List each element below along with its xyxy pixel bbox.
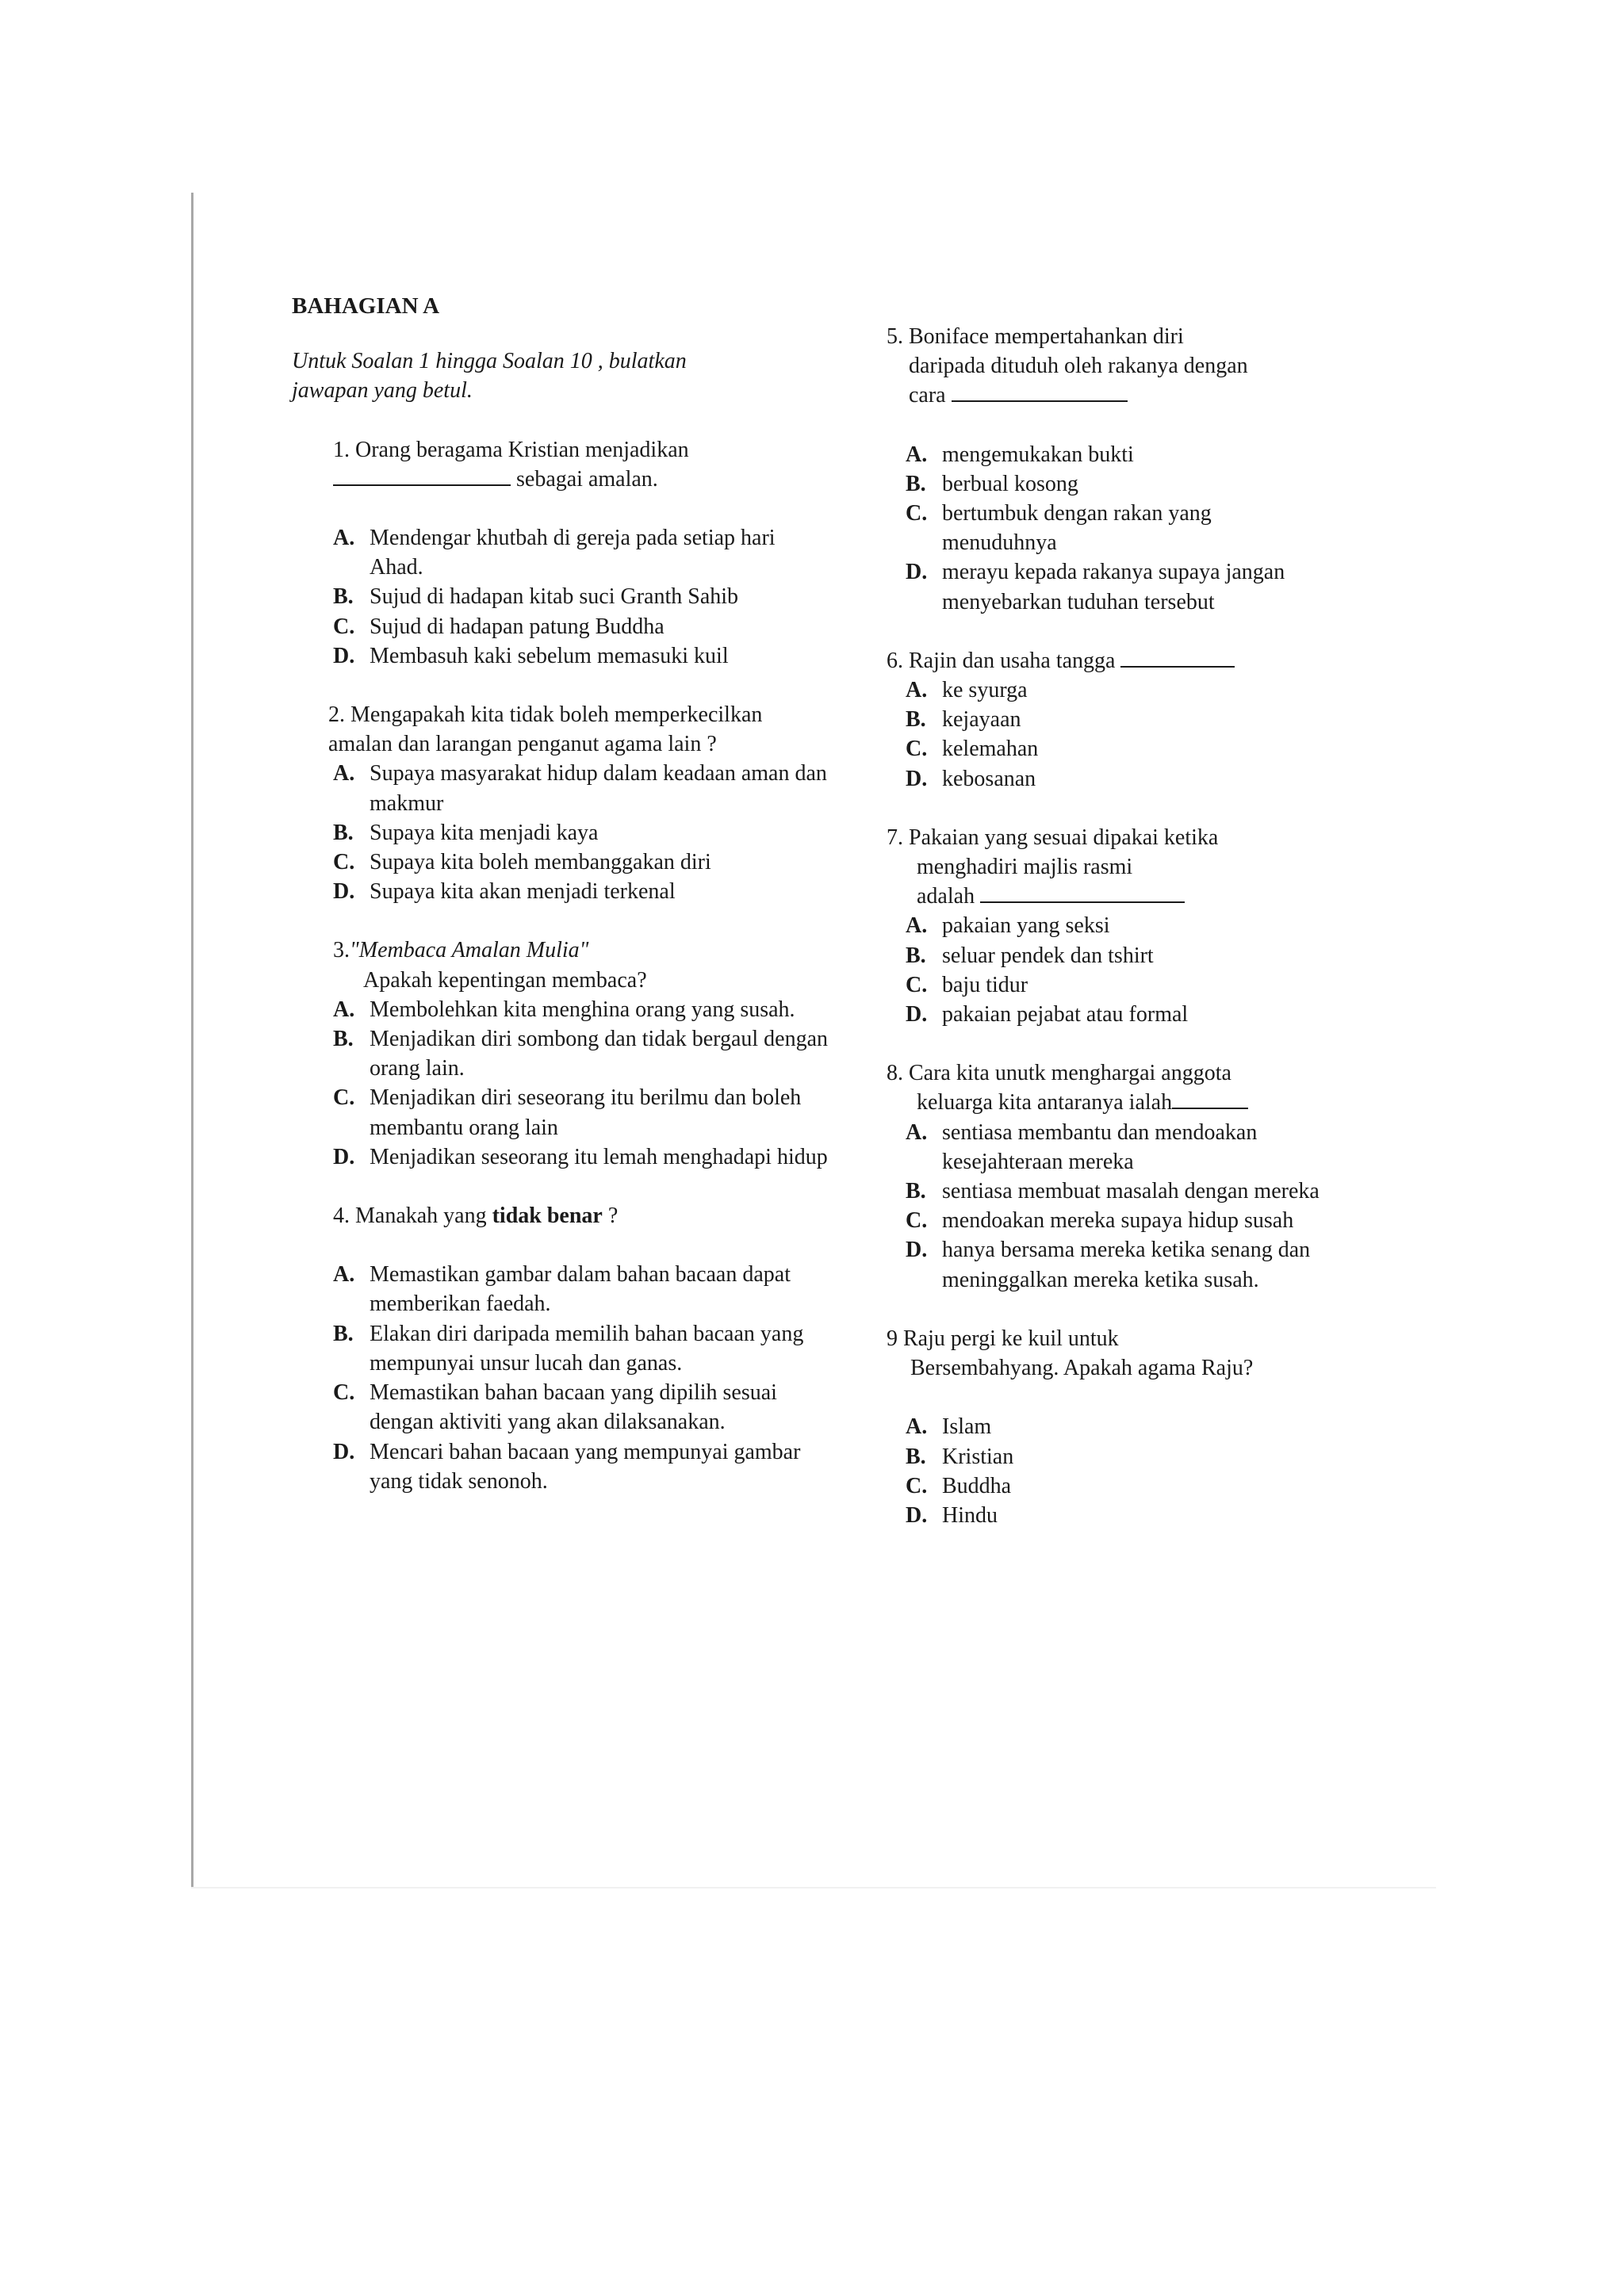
- option-b[interactable]: B. Menjadikan diri sombong dan tidak bergaul dengan orang lain.: [333, 1027, 829, 1081]
- option-b[interactable]: B. Elakan diri daripada memilih bahan bacaan yang mempunyai unsur lucah dan ganas.: [333, 1321, 804, 1376]
- answer-blank[interactable]: [1172, 1090, 1248, 1109]
- question-2: [292, 700, 831, 906]
- option-b[interactable]: B. seluar pendek dan tshirt: [906, 943, 1154, 968]
- question-9: [887, 1324, 1331, 1530]
- option-b[interactable]: B. kejayaan: [906, 707, 1021, 733]
- emphasis-text: tidak benar: [492, 1203, 603, 1229]
- option-c[interactable]: C. Supaya kita boleh membanggakan diri: [333, 850, 711, 875]
- question-1-line-1: Orang beragama Kristian menjadikan: [355, 437, 689, 462]
- answer-blank[interactable]: [1120, 649, 1235, 668]
- option-d[interactable]: D. Menjadikan seseorang itu lemah menghadapi hidup: [333, 1144, 828, 1169]
- instructions-line-2: jawapan yang betul.: [292, 378, 473, 404]
- option-b[interactable]: B. sentiasa membuat masalah dengan mereka: [906, 1179, 1320, 1204]
- question-5-text: 5. Boniface mempertahankan diri daripada dituduh oleh rakanya dengan cara: [887, 324, 1248, 408]
- option-c[interactable]: C. Memastikan bahan bacaan yang dipilih sesuai dengan aktiviti yang akan dilaksanakan.: [333, 1380, 777, 1435]
- option-b[interactable]: B. Sujud di hadapan kitab suci Granth Sahib: [333, 584, 739, 610]
- question-number: 6.: [887, 648, 903, 673]
- question-number: 4.: [333, 1203, 350, 1229]
- option-a[interactable]: A. Supaya masyarakat hidup dalam keadaan aman dan makmur: [333, 761, 827, 816]
- option-c[interactable]: C. Menjadikan diri seseorang itu berilmu dan boleh membantu orang lain: [333, 1085, 802, 1140]
- answer-blank[interactable]: [333, 467, 511, 486]
- option-a[interactable]: A. sentiasa membantu dan mendoakan kesejahteraan mereka: [906, 1119, 1258, 1174]
- question-1-line-2: sebagai amalan.: [516, 466, 658, 492]
- question-1: [292, 435, 831, 671]
- option-d[interactable]: D. Hindu: [906, 1502, 998, 1528]
- question-9-options: [887, 1412, 1331, 1530]
- question-number: 5.: [887, 324, 903, 349]
- option-a[interactable]: A. Mendengar khutbah di gereja pada setiap hari Ahad.: [333, 526, 776, 580]
- option-b[interactable]: B. berbual kosong: [906, 471, 1078, 496]
- option-a[interactable]: A. mengemukakan bukti: [906, 442, 1134, 467]
- option-d[interactable]: D. kebosanan: [906, 766, 1036, 791]
- question-9-text: 9 Raju pergi ke kuil untuk Bersembahyang. Apakah agama Raju?: [887, 1326, 1254, 1381]
- option-a[interactable]: A. pakaian yang seksi: [906, 913, 1110, 939]
- question-4: [292, 1201, 831, 1496]
- section-title: BAHAGIAN A: [292, 293, 440, 319]
- question-3-body: Apakah kepentingan membaca?: [363, 967, 647, 993]
- question-7-options: [887, 911, 1331, 1029]
- question-1-options: [292, 523, 831, 671]
- question-6: [887, 646, 1331, 794]
- option-d[interactable]: D. pakaian pejabat atau formal: [906, 1002, 1189, 1027]
- question-2-options: [292, 759, 831, 906]
- question-number: 3.: [333, 938, 350, 963]
- option-d[interactable]: D. hanya bersama mereka ketika senang dan meninggalkan mereka ketika susah.: [906, 1238, 1311, 1292]
- option-b[interactable]: B. Supaya kita menjadi kaya: [333, 820, 599, 845]
- answer-blank[interactable]: [980, 884, 1185, 903]
- question-3: [292, 936, 831, 1172]
- option-a[interactable]: A. Membolehkan kita menghina orang yang susah.: [333, 997, 795, 1022]
- question-8-text: 8. Cara kita unutk menghargai anggota keluarga kita antaranya ialah: [887, 1058, 1331, 1117]
- question-number: 2.: [328, 702, 345, 728]
- question-2-body: Mengapakah kita tidak boleh memperkecilkan amalan dan larangan penganut agama lain ?: [328, 702, 763, 757]
- option-a[interactable]: A. ke syurga: [906, 678, 1028, 703]
- instructions: [292, 346, 831, 405]
- option-d[interactable]: D. Mencari bahan bacaan yang mempunyai gambar yang tidak senonoh.: [333, 1439, 801, 1494]
- option-a[interactable]: A. Memastikan gambar dalam bahan bacaan dapat memberikan faedah.: [333, 1262, 791, 1317]
- question-3-options: [292, 995, 831, 1172]
- question-5: [887, 322, 1331, 617]
- option-c[interactable]: C. mendoakan mereka supaya hidup susah: [906, 1208, 1294, 1234]
- option-d[interactable]: D. Supaya kita akan menjadi terkenal: [333, 879, 676, 905]
- question-8-options: [887, 1118, 1331, 1295]
- question-number: 8.: [887, 1061, 903, 1086]
- question-number: 1.: [333, 437, 350, 462]
- option-d[interactable]: D. Membasuh kaki sebelum memasuki kuil: [333, 643, 729, 668]
- instructions-line-1: Untuk Soalan 1 hingga Soalan 10 , bulatkan: [292, 349, 687, 374]
- left-column: [292, 292, 831, 1496]
- question-2-text: [292, 700, 831, 759]
- question-7-text: 7. Pakaian yang sesuai dipakai ketika menghadiri majlis rasmi adalah: [887, 825, 1219, 909]
- right-column: [887, 322, 1331, 1530]
- option-c[interactable]: C. baju tidur: [906, 972, 1028, 997]
- option-d[interactable]: D. merayu kepada rakanya supaya jangan menyebarkan tuduhan tersebut: [906, 560, 1285, 614]
- question-7: [887, 823, 1331, 1029]
- answer-blank[interactable]: [952, 383, 1128, 402]
- page-bottom-border: [191, 1887, 1436, 1888]
- option-a[interactable]: A. Islam: [906, 1414, 992, 1440]
- page-left-border: [191, 193, 193, 1888]
- question-4-options: [292, 1260, 831, 1496]
- option-c[interactable]: C. bertumbuk dengan rakan yang menuduhnya: [906, 501, 1212, 556]
- question-5-options: [887, 440, 1331, 617]
- option-b[interactable]: B. Kristian: [906, 1444, 1014, 1469]
- question-number: 9: [887, 1326, 898, 1351]
- option-c[interactable]: C. Sujud di hadapan patung Buddha: [333, 614, 665, 639]
- question-3-title: "Membaca Amalan Mulia": [350, 938, 589, 963]
- question-6-text: 6. Rajin dan usaha tangga: [887, 646, 1331, 675]
- option-c[interactable]: C. Buddha: [906, 1473, 1012, 1498]
- question-1-text: [292, 435, 831, 494]
- question-number: 7.: [887, 825, 903, 850]
- question-8: [887, 1058, 1331, 1295]
- question-4-text: 4. Manakah yang tidak benar ?: [333, 1203, 619, 1229]
- option-c[interactable]: C. kelemahan: [906, 737, 1039, 762]
- question-3-text: [292, 936, 831, 994]
- question-6-options: [887, 675, 1331, 794]
